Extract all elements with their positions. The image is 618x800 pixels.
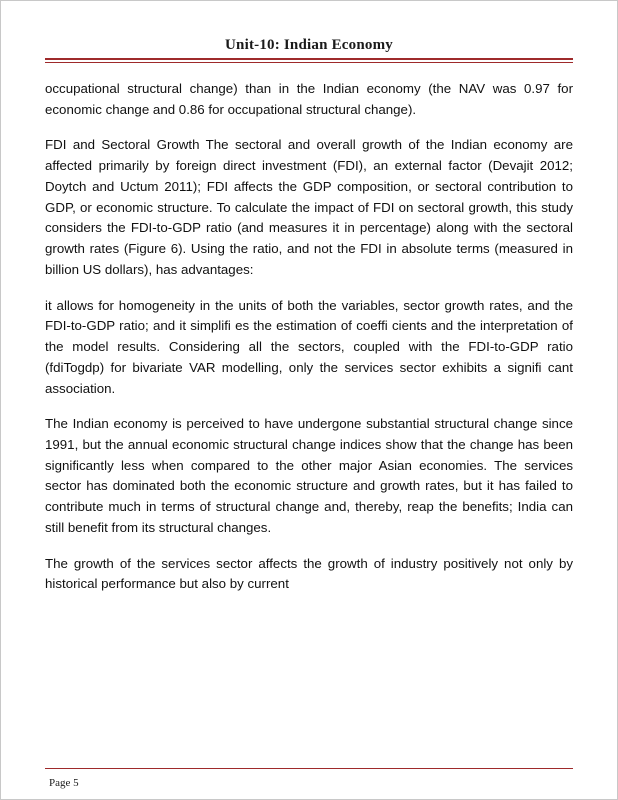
body-text xyxy=(45,79,573,595)
footer-rule xyxy=(45,768,573,769)
paragraph: The Indian economy is perceived to have undergone substantial structural change since 1991, but the annual economic structural change indices show that the change has been significantly less when compared to the other major Asian economies. The services sector has dominated both the economic structure and growth rates, but it has failed to contribute much in terms of structural change and, thereby, reap the benefits; India can still benefit from its structural changes. xyxy=(45,416,573,535)
header-rule-thick xyxy=(45,58,573,60)
paragraph: it allows for homogeneity in the units of both the variables, sector growth rates, and the FDI-to-GDP ratio; and it simplifi es the estimation of coeffi cients and the interpretation of the model results. Considering all the sectors, coupled with the FDI-to-GDP ratio (fdiTogdp) for bivariate VAR modelling, only the services sector exhibits a signifi cant association. xyxy=(45,297,573,396)
paragraph: The growth of the services sector affects the growth of industry positively not only by historical performance but also by current xyxy=(45,555,573,592)
paragraph: FDI and Sectoral Growth The sectoral and overall growth of the Indian economy are affected primarily by foreign direct investment (FDI), an external factor (Devajit 2012; Doytch and Uctum 2011); FDI affects the GDP composition, or sectoral contribution to GDP, or economic structure. To calculate the impact of FDI on sectoral growth, this study considers the FDI-to-GDP ratio (and measures it in percentage) along with the sectoral growth rates (Figure 6). Using the ratio, and not the FDI in absolute terms (measured in billion US dollars), has advantages: xyxy=(45,137,573,277)
page-content xyxy=(45,37,573,771)
page-number: Page 5 xyxy=(49,777,79,789)
header-rule-thin xyxy=(45,62,573,63)
page-header-title: Unit-10: Indian Economy xyxy=(225,37,393,53)
paragraph: occupational structural change) than in the Indian economy (the NAV was 0.97 for economic change and 0.86 for occupational structural change). xyxy=(45,81,573,117)
